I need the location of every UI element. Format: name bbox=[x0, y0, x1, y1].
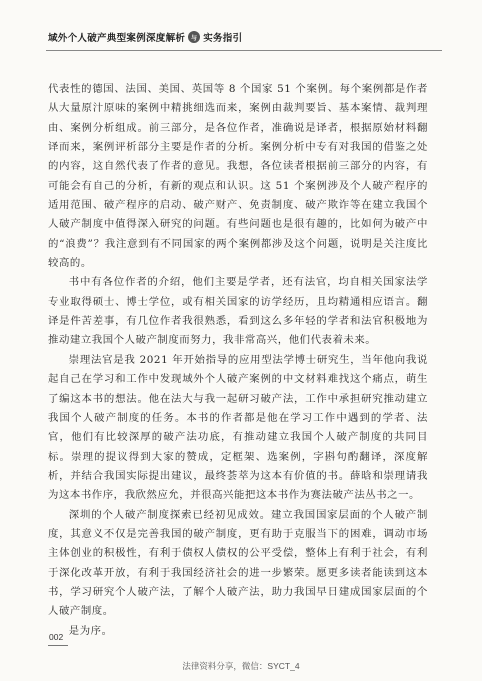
paragraph-4: 深圳的个人破产制度探索已经初见成效。建立我国国家层面的个人破产制度，其意义不仅是完善我国的破产制度，更有助于克服当下的困难，调动市场主体创业的积极性，有利于债权人债权的公平受偿，整体上有利于社会，有利于深化改革开放，有利于我国经济社会的进一步繁荣。愿更多读者能读到这本书，学习研究个人破产法，了解个人破产法，助力我国早日建成国家层面的个人破产制度。 bbox=[48, 508, 428, 618]
body-text bbox=[48, 80, 428, 641]
header-title-right: 实务指引 bbox=[203, 33, 243, 44]
paragraph-3: 崇理法官是我 2021 年开始指导的应用型法学博士研究生，当年他向我说起自己在学习和工作中发现域外个人破产案例的中文材料难找这个痛点，萌生了编这本书的想法。他在法大与我一起研习破产法，工作中承担研究推动建立我国个人破产制度的任务。本书的作者都是他在学习工作中遇到的学者、法官，他们有比较深厚的破产法功底，有推动建立我国个人破产制度的共同目标。崇理的提议得到大家的赞成，定框架、选案例，字斟句酌翻译，深度解析，并结合我国实际提出建议，最终荟萃为这本有价值的书。薛晗和崇理请我为这本书作序，我欣然应允，并很高兴能把这本书作为赛法破产法丛书之一。 bbox=[48, 353, 428, 502]
header-title-left: 域外个人破产典型案例深度解析 bbox=[48, 33, 186, 44]
paragraph-5: 是为序。 bbox=[68, 624, 113, 637]
page-number: 002 bbox=[49, 632, 64, 642]
footer-watermark: 法律资料分享，微信：SYCT_4 bbox=[182, 661, 300, 671]
paragraph-1: 代表性的德国、法国、美国、英国等 8 个国家 51 个案例。每个案例都是作者从大量原汁原味的案例中精挑细选而来，案例由裁判要旨、基本案情、裁判理由、案例分析组成。前三部分，是各位作者，准确说是译者，根据原始材料翻译而来，案例评析部分主要是作者的分析。案例分析中专有对我国的借鉴之处的内容，这自然代表了作者的意见。我想，各位读者根据前三部分的内容，有可能会有自己的分析，有新的观点和认识。这 51 个案例涉及个人破产程序的适用范围、破产程序的启动、破产财产、免责制度、破产欺诈等在建立我国个人破产制度中值得深入研究的问题。有些问题也是很有趣的，比如何为破产中的“浪费”？我注意到有不同国家的两个案例都涉及这个问题，说明是关注度比较高的。 bbox=[48, 83, 428, 270]
header-seal-mark: 与 bbox=[188, 31, 200, 43]
paragraph-2: 书中有各位作者的介绍，他们主要是学者，还有法官，均自相关国家法学专业取得硕士、博士学位，或有相关国家的访学经历，且均精通相应语言。翻译是件苦差事，有几位作者我很熟悉，看到这么多年轻的学者和法官积极地为推动建立我国个人破产制度而努力，我非常高兴，他们代表着未来。 bbox=[48, 276, 428, 347]
running-header bbox=[48, 30, 242, 44]
page-number-rule bbox=[48, 645, 68, 646]
header-rule bbox=[46, 50, 442, 51]
